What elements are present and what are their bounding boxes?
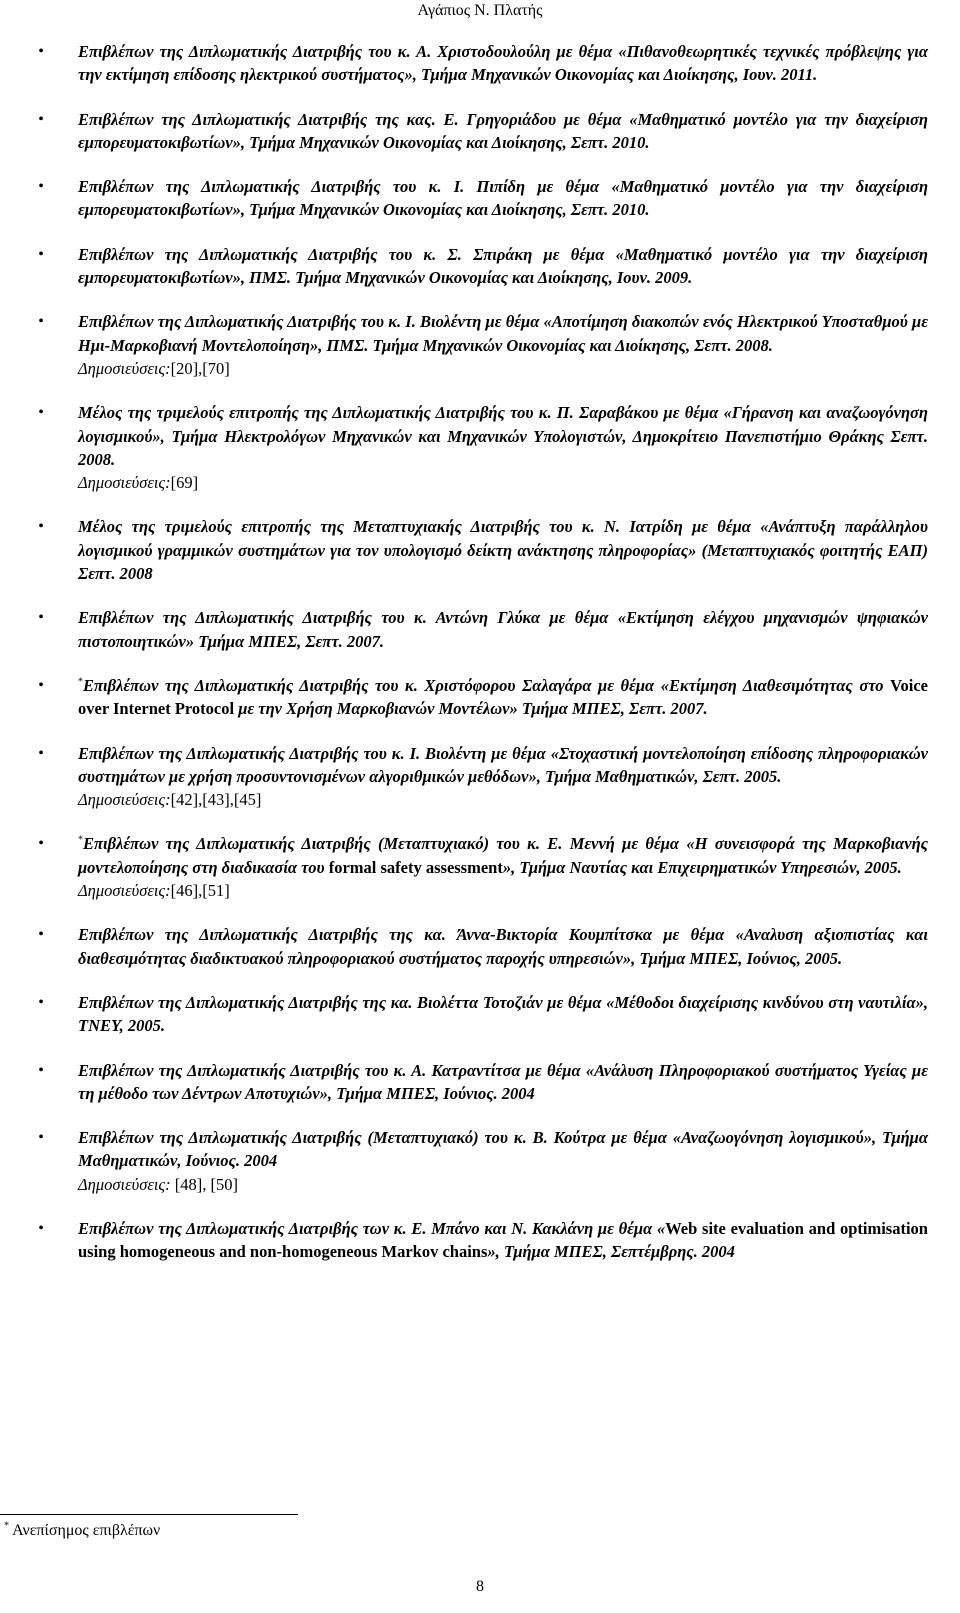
item-text: Επιβλέπων της Διπλωματικής Διατριβής του κ. Αντώνη Γλύκα με θέμα «Εκτίμηση ελέγχου μηχανισμών ψηφιακών πιστοποιητικών» Τμήμα ΜΠΕΣ, Σεπτ. 2007. (78, 608, 928, 651)
list-item (36, 674, 928, 721)
list-item (36, 991, 928, 1038)
publications-line (78, 788, 928, 811)
publications-label: Δημοσιεύσεις: (78, 790, 171, 810)
bullet-icon: • (38, 1219, 44, 1237)
bullet-icon: • (38, 1129, 44, 1147)
publications-line (78, 357, 928, 380)
running-header: Αγάπιος Ν. Πλατής (417, 2, 543, 19)
bullet-icon: • (38, 178, 44, 196)
item-text: Επιβλέπων της Διπλωματικής Διατριβής του κ. Ι. Βιολέντη με θέμα «Αποτίμηση διακοπών ενός Ηλεκτρικού Υποσταθμού με Ημι-Μαρκοβιανή Μοντελοποίηση», ΠΜΣ. Τμήμα Μηχανικών Οικονομίας και Διοίκησης, Σεπτ. 2008. (78, 312, 928, 355)
item-text: », Τμήμα ΜΠΕΣ, Σεπτέμβρης. 2004 (487, 1242, 735, 1262)
bullet-icon: • (38, 404, 44, 422)
list-item (36, 108, 928, 155)
list-item (36, 832, 928, 902)
publications-refs: [46],[51] (170, 881, 230, 901)
item-text: Επιβλέπων της Διπλωματικής Διατριβής (Μεταπτυχιακό) του κ. Ε. Μεννή με θέμα «Η συνεισφορά της Μαρκοβιανής μοντελοποίησης στη διαδικασία του (78, 834, 928, 877)
bullet-icon: • (38, 245, 44, 263)
supervision-list (36, 40, 928, 1285)
publications-line (78, 1173, 928, 1196)
footnote-mark: * (4, 1520, 9, 1532)
list-item (36, 515, 928, 585)
list-item (36, 1059, 928, 1106)
publications-refs: [69] (170, 473, 199, 493)
bullet-icon: • (38, 43, 44, 60)
list-item (36, 401, 928, 494)
bullet-icon: • (38, 313, 44, 331)
publications-label: Δημοσιεύσεις: (78, 358, 171, 378)
item-text: Επιβλέπων της Διπλωματικής Διατριβής (Μεταπτυχιακό) του κ. Β. Κούτρα με θέμα «Αναζωογόνηση λογισμικού», Τμήμα Μαθηματικών, Ιούνιος. 2004 (78, 1128, 928, 1171)
item-text: Επιβλέπων της Διπλωματικής Διατριβής των κ. Ε. Μπάνο και Ν. Κακλάνη με θέμα « (78, 1218, 666, 1238)
publications-line (78, 879, 928, 902)
unofficial-supervisor-mark: * (78, 676, 83, 688)
item-text: Επιβλέπων της Διπλωματικής Διατριβής του κ. Σ. Σπιράκη με θέμα «Μαθηματικό μοντέλο για την διαχείριση εμπορευματοκιβωτίων», ΠΜΣ. Τμήμα Μηχανικών Οικονομίας και Διοίκησης, Ιουν. 2009. (78, 244, 928, 288)
bullet-icon: • (38, 835, 44, 853)
item-text: Επιβλέπων της Διπλωματικής Διατριβής του κ. Χριστόφορου Σαλαγάρα με θέμα «Εκτίμηση Διαθεσιμότητας στο (83, 675, 891, 695)
list-item (36, 40, 928, 87)
item-text: Web site evaluation and optimisation using homogeneous and non-homogeneous Markov chains (78, 1218, 928, 1262)
publications-refs: [20],[70] (170, 358, 230, 378)
bullet-icon: • (38, 110, 44, 128)
item-text: με την Χρήση Μαρκοβιανών Μοντέλων» Τμήμα ΜΠΕΣ, Σεπτ. 2007. (234, 699, 708, 719)
list-item (36, 1126, 928, 1196)
list-item (36, 310, 928, 380)
unofficial-supervisor-mark: * (78, 834, 83, 846)
bullet-icon: • (38, 993, 44, 1011)
footnote (4, 1522, 160, 1540)
bullet-icon: • (38, 676, 44, 694)
list-item (36, 243, 928, 290)
list-item (36, 923, 928, 970)
bullet-icon: • (38, 518, 44, 536)
item-text: Μέλος της τριμελούς επιτροπής της Μεταπτυχιακής Διατριβής του κ. Ν. Ιατρίδη με θέμα «Ανάπτυξη παράλληλου λογισμικού γραμμικών συστημάτων για τον υπολογισμό δείκτη ανάκτησης πληροφορίας» (Μεταπτυχιακός φοιτητής ΕΑΠ) Σεπτ. 2008 (78, 517, 928, 584)
publications-line (78, 471, 928, 494)
publications-label: Δημοσιεύσεις: (78, 473, 171, 493)
item-text: formal safety assessment (328, 857, 503, 877)
item-text: Επιβλέπων της Διπλωματικής Διατριβής του κ. Ι. Βιολέντη με θέμα «Στοχαστική μοντελοποίηση επίδοσης πληροφοριακών συστημάτων με χρήση προσυντονισμένων αλγοριθμικών μεθόδων», Τμήμα Μαθηματικών, Σεπτ. 2005. (78, 743, 928, 786)
item-text: Voice over Internet Protocol (78, 675, 928, 719)
item-text: Επιβλέπων της Διπλωματικής Διατριβής του κ. Α. Κατραντίτσα με θέμα «Ανάλυση Πληροφοριακού συστήματος Υγείας με τη μέθοδο των Δέντρων Αποτυχιών», Τμήμα ΜΠΕΣ, Ιούνιος. 2004 (78, 1060, 928, 1103)
publications-label: Δημοσιεύσεις: (78, 1174, 171, 1194)
item-text: », Τμήμα Ναυτίας και Επιχειρηματικών Υπηρεσιών, 2005. (502, 857, 902, 877)
list-item (36, 742, 928, 812)
item-text: Επιβλέπων της Διπλωματικής Διατριβής του κ. Ι. Πιπίδη με θέμα «Μαθηματικό μοντέλο για την διαχείριση εμπορευματοκιβωτίων», Τμήμα Μηχανικών Οικονομίας και Διοίκησης, Σεπτ. 2010. (78, 177, 928, 220)
item-text: Επιβλέπων της Διπλωματικής Διατριβής του κ. Α. Χριστοδουλούλη με θέμα «Πιθανοθεωρητικές τεχνικές πρόβλεψης για την εκτίμηση επίδοσης ηλεκτρικού συστήματος», Τμήμα Μηχανικών Οικονομίας και Διοίκησης, Ιουν. 2011. (78, 42, 928, 85)
list-item (36, 1217, 928, 1264)
publications-label: Δημοσιεύσεις: (78, 881, 171, 901)
page-number: 8 (476, 1578, 484, 1595)
item-text: Επιβλέπων της Διπλωματικής Διατριβής της κα. Βιολέττα Τοτοζιάν με θέμα «Μέθοδοι διαχείρισης κινδύνου στη ναυτιλία», ΤΝΕΥ, 2005. (78, 992, 928, 1036)
item-text: Επιβλέπων της Διπλωματικής Διατριβής της κα. Άννα-Βικτορία Κουμπίτσκα με θέμα «Αναλυση αξιοπιστίας και διαθεσιμότητας διαδικτυακού πληροφοριακού συστήματος παροχής υπηρεσιών», Τμήμα ΜΠΕΣ, Ιούνιος, 2005. (78, 925, 928, 968)
bullet-icon: • (38, 744, 44, 762)
bullet-icon: • (38, 609, 44, 627)
publications-refs: [42],[43],[45] (170, 790, 262, 810)
publications-refs: [48], [50] (170, 1174, 238, 1194)
bullet-icon: • (38, 926, 44, 944)
item-text: Μέλος της τριμελούς επιτροπής της Διπλωματικής Διατριβής του κ. Π. Σαραβάκου με θέμα «Γήρανση και αναζωογόνηση λογισμικού», Τμήμα Ηλεκτρολόγων Μηχανικών και Μηχανικών Υπολογιστών, Δημοκρίτειο Πανεπιστήμιο Θράκης Σεπτ. 2008. (78, 403, 928, 469)
list-item (36, 606, 928, 653)
list-item (36, 175, 928, 222)
bullet-icon: • (38, 1061, 44, 1079)
footnote-separator (0, 1514, 298, 1515)
item-text: Επιβλέπων της Διπλωματικής Διατριβής της κας. Ε. Γρηγοριάδου με θέμα «Μαθηματικό μοντέλο για την διαχείριση εμπορευματοκιβωτίων», Τμήμα Μηχανικών Οικονομίας και Διοίκησης, Σεπτ. 2010. (78, 109, 928, 152)
footnote-text: Ανεπίσημος επιβλέπων (9, 1522, 161, 1539)
